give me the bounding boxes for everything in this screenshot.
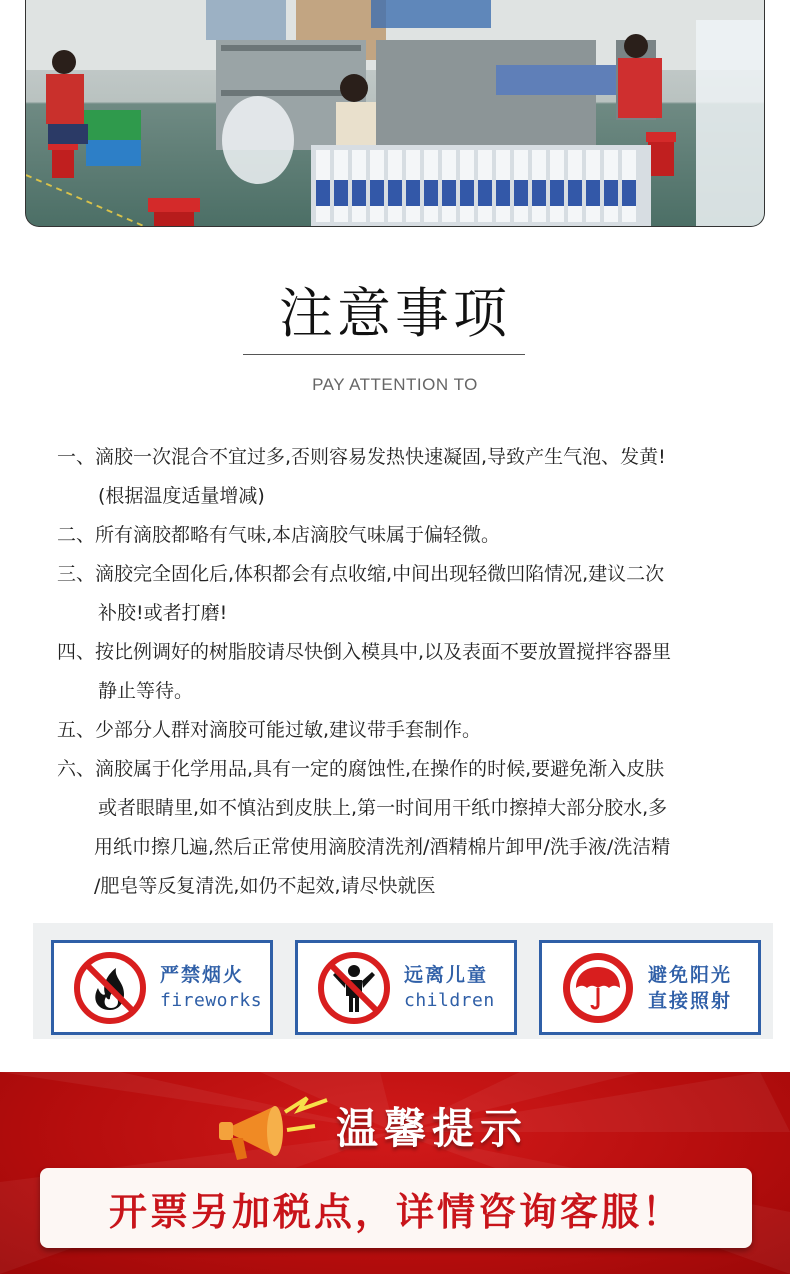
no-children-icon (316, 950, 392, 1026)
notice-text: 按比例调好的树脂胶请尽快倒入模具中,以及表面不要放置搅拌容器里 (95, 641, 672, 663)
notice-text: 补胶!或者打磨! (98, 602, 228, 624)
notice-list (57, 438, 757, 906)
notice-item (57, 516, 757, 555)
notice-continuation (57, 828, 757, 867)
title-divider (243, 354, 525, 355)
notice-text: 少部分人群对滴胶可能过敏,建议带手套制作。 (95, 719, 482, 741)
notice-continuation (57, 477, 757, 516)
notice-continuation (57, 594, 757, 633)
notice-item (57, 633, 757, 672)
notice-item (57, 555, 757, 594)
warning-subtitle: fireworks (160, 989, 263, 1011)
notice-continuation (57, 867, 757, 906)
page-title: 注意事项 (279, 282, 511, 345)
factory-photo (25, 0, 765, 227)
warning-title: 避免阳光 (648, 963, 733, 986)
tip-box (40, 1168, 752, 1248)
notice-text: (根据温度适量增减) (98, 485, 265, 507)
notice-number: 二、 (57, 524, 96, 546)
tip-text: 开票另加税点，详情咨询客服！ (108, 1189, 683, 1234)
notice-text: 滴胶一次混合不宜过多,否则容易发热快速凝固,导致产生气泡、发黄! (95, 446, 666, 468)
notice-number: 三、 (57, 563, 96, 585)
notice-continuation (57, 672, 757, 711)
notice-number: 一、 (57, 446, 96, 468)
notice-item (57, 711, 757, 750)
notice-item (57, 438, 757, 477)
page-subtitle: PAY ATTENTION TO (312, 375, 478, 394)
banner-title: 温馨提示 (336, 1104, 529, 1153)
warning-title: 远离儿童 (404, 963, 489, 986)
notice-text: 滴胶属于化学用品,具有一定的腐蚀性,在操作的时候,要避免渐入皮肤 (95, 758, 665, 780)
warning-card-fire (51, 940, 273, 1035)
notice-text: 用纸巾擦几遍,然后正常使用滴胶清洗剂/酒精棉片卸甲/洗手液/洗洁精 (94, 836, 671, 858)
warning-card-sunlight (539, 940, 761, 1035)
notice-number: 五、 (57, 719, 96, 741)
notice-item (57, 750, 757, 789)
warning-title: 严禁烟火 (160, 963, 245, 986)
no-fire-icon (72, 950, 148, 1026)
notice-text: 所有滴胶都略有气味,本店滴胶气味属于偏轻微。 (95, 524, 501, 546)
notice-continuation (57, 789, 757, 828)
warning-card-children (295, 940, 517, 1035)
notice-text: 滴胶完全固化后,体积都会有点收缩,中间出现轻微凹陷情况,建议二次 (95, 563, 665, 585)
tip-banner (0, 1072, 790, 1274)
warning-title-line2: 直接照射 (648, 989, 733, 1012)
notice-text: 静止等待。 (98, 680, 194, 702)
notice-number: 六、 (57, 758, 96, 780)
factory-scene (26, 0, 765, 227)
notice-text: 或者眼睛里,如不慎沾到皮肤上,第一时间用干纸巾擦掉大部分胶水,多 (98, 797, 668, 819)
notice-number: 四、 (57, 641, 96, 663)
warning-subtitle: children (404, 989, 495, 1011)
umbrella-icon (560, 950, 636, 1026)
notice-text: /肥皂等反复清洗,如仍不起效,请尽快就医 (94, 875, 436, 897)
warning-signs (33, 923, 773, 1039)
megaphone-icon (215, 1090, 335, 1170)
